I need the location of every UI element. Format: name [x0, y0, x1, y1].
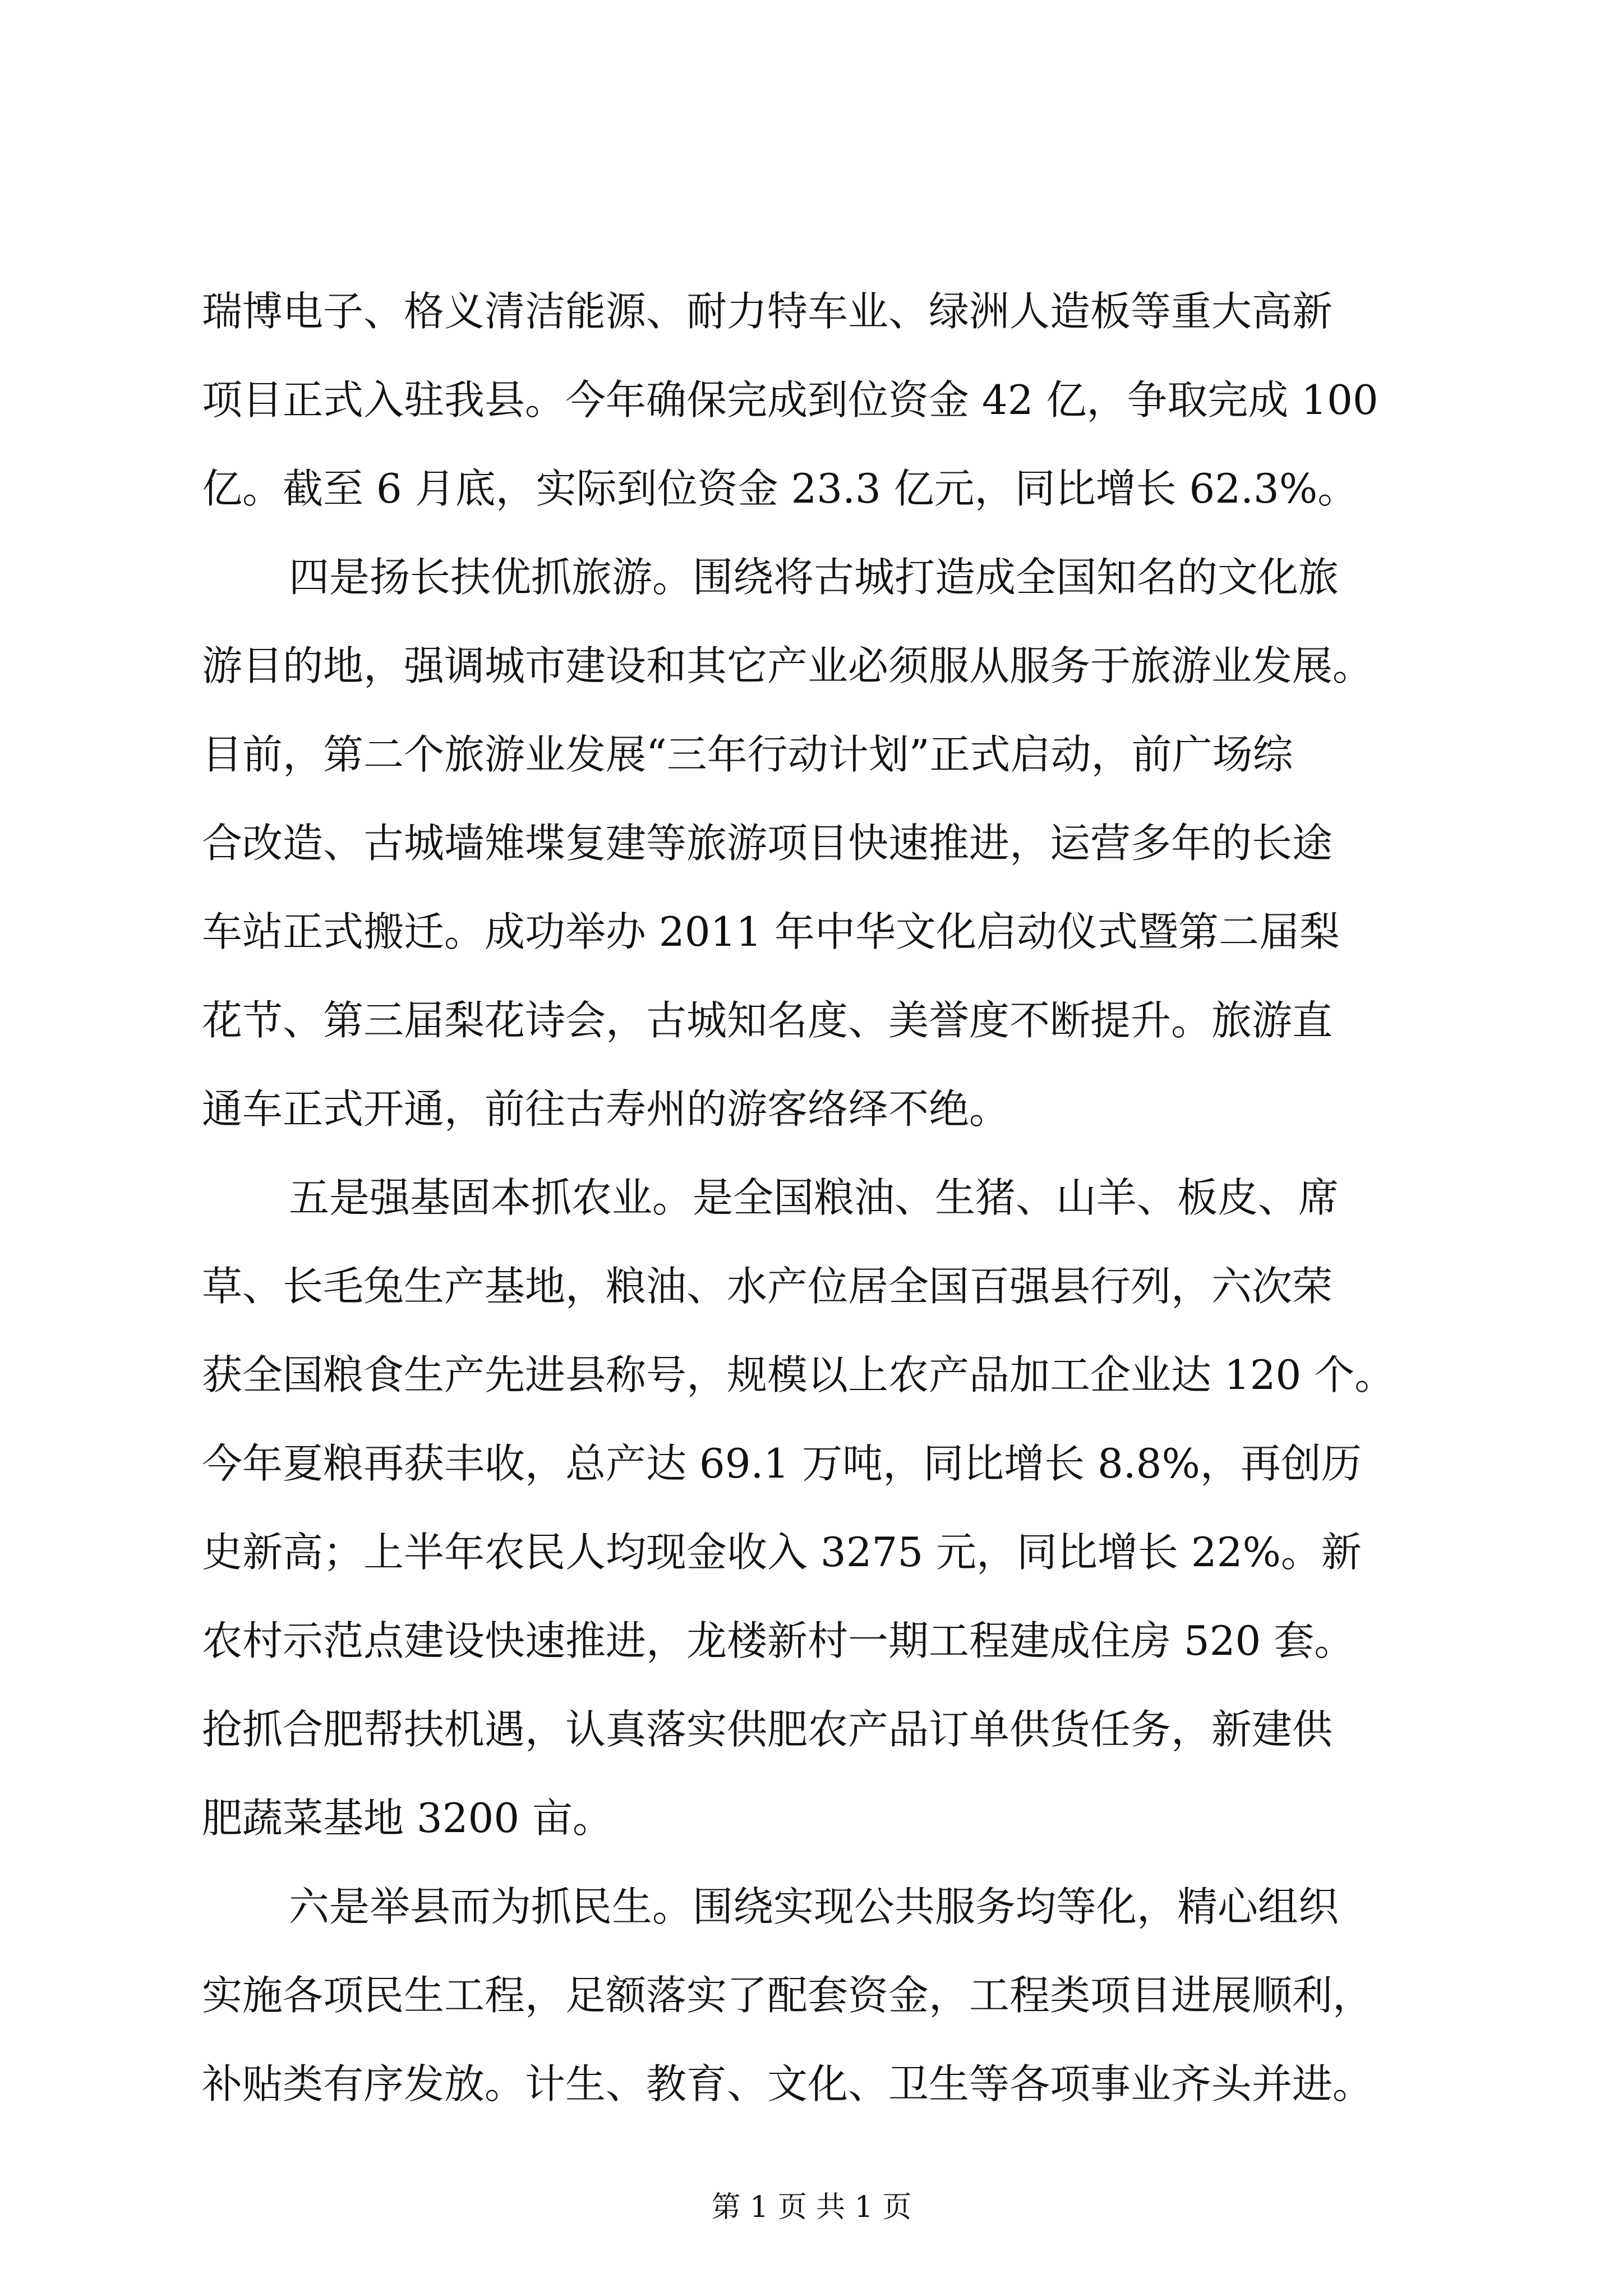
text-line: 今年夏粮再获丰收，总产达 69.1 万吨，同比增长 8.8%，再创历: [202, 1440, 1362, 1487]
text-line: 抢抓合肥帮扶机遇，认真落实供肥农产品订单供货任务，新建供: [202, 1706, 1333, 1753]
text-line: 花节、第三届梨花诗会，古城知名度、美誉度不断提升。旅游直: [202, 997, 1333, 1044]
text-line: 获全国粮食生产先进县称号，规模以上农产品加工企业达 120 个。: [202, 1351, 1395, 1398]
page-number-footer: 第 1 页 共 1 页: [711, 2191, 912, 2224]
text-line: 补贴类有序发放。计生、教育、文化、卫生等各项事业齐头并进。: [202, 2060, 1373, 2108]
text-line: 项目正式入驻我县。今年确保完成到位资金 42 亿，争取完成 100: [202, 376, 1378, 424]
text-line: 合改造、古城墙雉堞复建等旅游项目快速推进，运营多年的长途: [202, 820, 1333, 867]
text-line: 游目的地，强调城市建设和其它产业必须服从服务于旅游业发展。: [202, 642, 1373, 689]
text-line: 目前，第二个旅游业发展“三年行动计划”正式启动，前广场综: [202, 731, 1293, 778]
text-line: 实施各项民生工程，足额落实了配套资金，工程类项目进展顺利，: [202, 1972, 1373, 2019]
text-line: 瑞博电子、格义清洁能源、耐力特车业、绿洲人造板等重大高新: [202, 288, 1333, 335]
text-line: 亿。截至 6 月底，实际到位资金 23.3 亿元，同比增长 62.3%。: [202, 465, 1358, 512]
text-line: 草、长毛兔生产基地，粮油、水产位居全国百强县行列，六次荣: [202, 1263, 1333, 1310]
text-line: 肥蔬菜基地 3200 亩。: [202, 1795, 614, 1842]
text-line: 车站正式搬迁。成功举办 2011 年中华文化启动仪式暨第二届梨: [202, 908, 1340, 955]
text-line: 通车正式开通，前往古寿州的游客络绎不绝。: [202, 1085, 1010, 1133]
text-line: 史新高；上半年农民人均现金收入 3275 元，同比增长 22%。新: [202, 1529, 1362, 1576]
paragraph-start-line: 六是举县而为抓民生。围绕实现公共服务均等化，精心组织: [289, 1883, 1339, 1930]
paragraph-start-line: 五是强基固本抓农业。是全国粮油、生猪、山羊、板皮、席: [289, 1174, 1339, 1221]
text-line: 农村示范点建设快速推进，龙楼新村一期工程建成住房 520 套。: [202, 1617, 1355, 1664]
paragraph-start-line: 四是扬长扶优抓旅游。围绕将古城打造成全国知名的文化旅: [289, 554, 1339, 601]
